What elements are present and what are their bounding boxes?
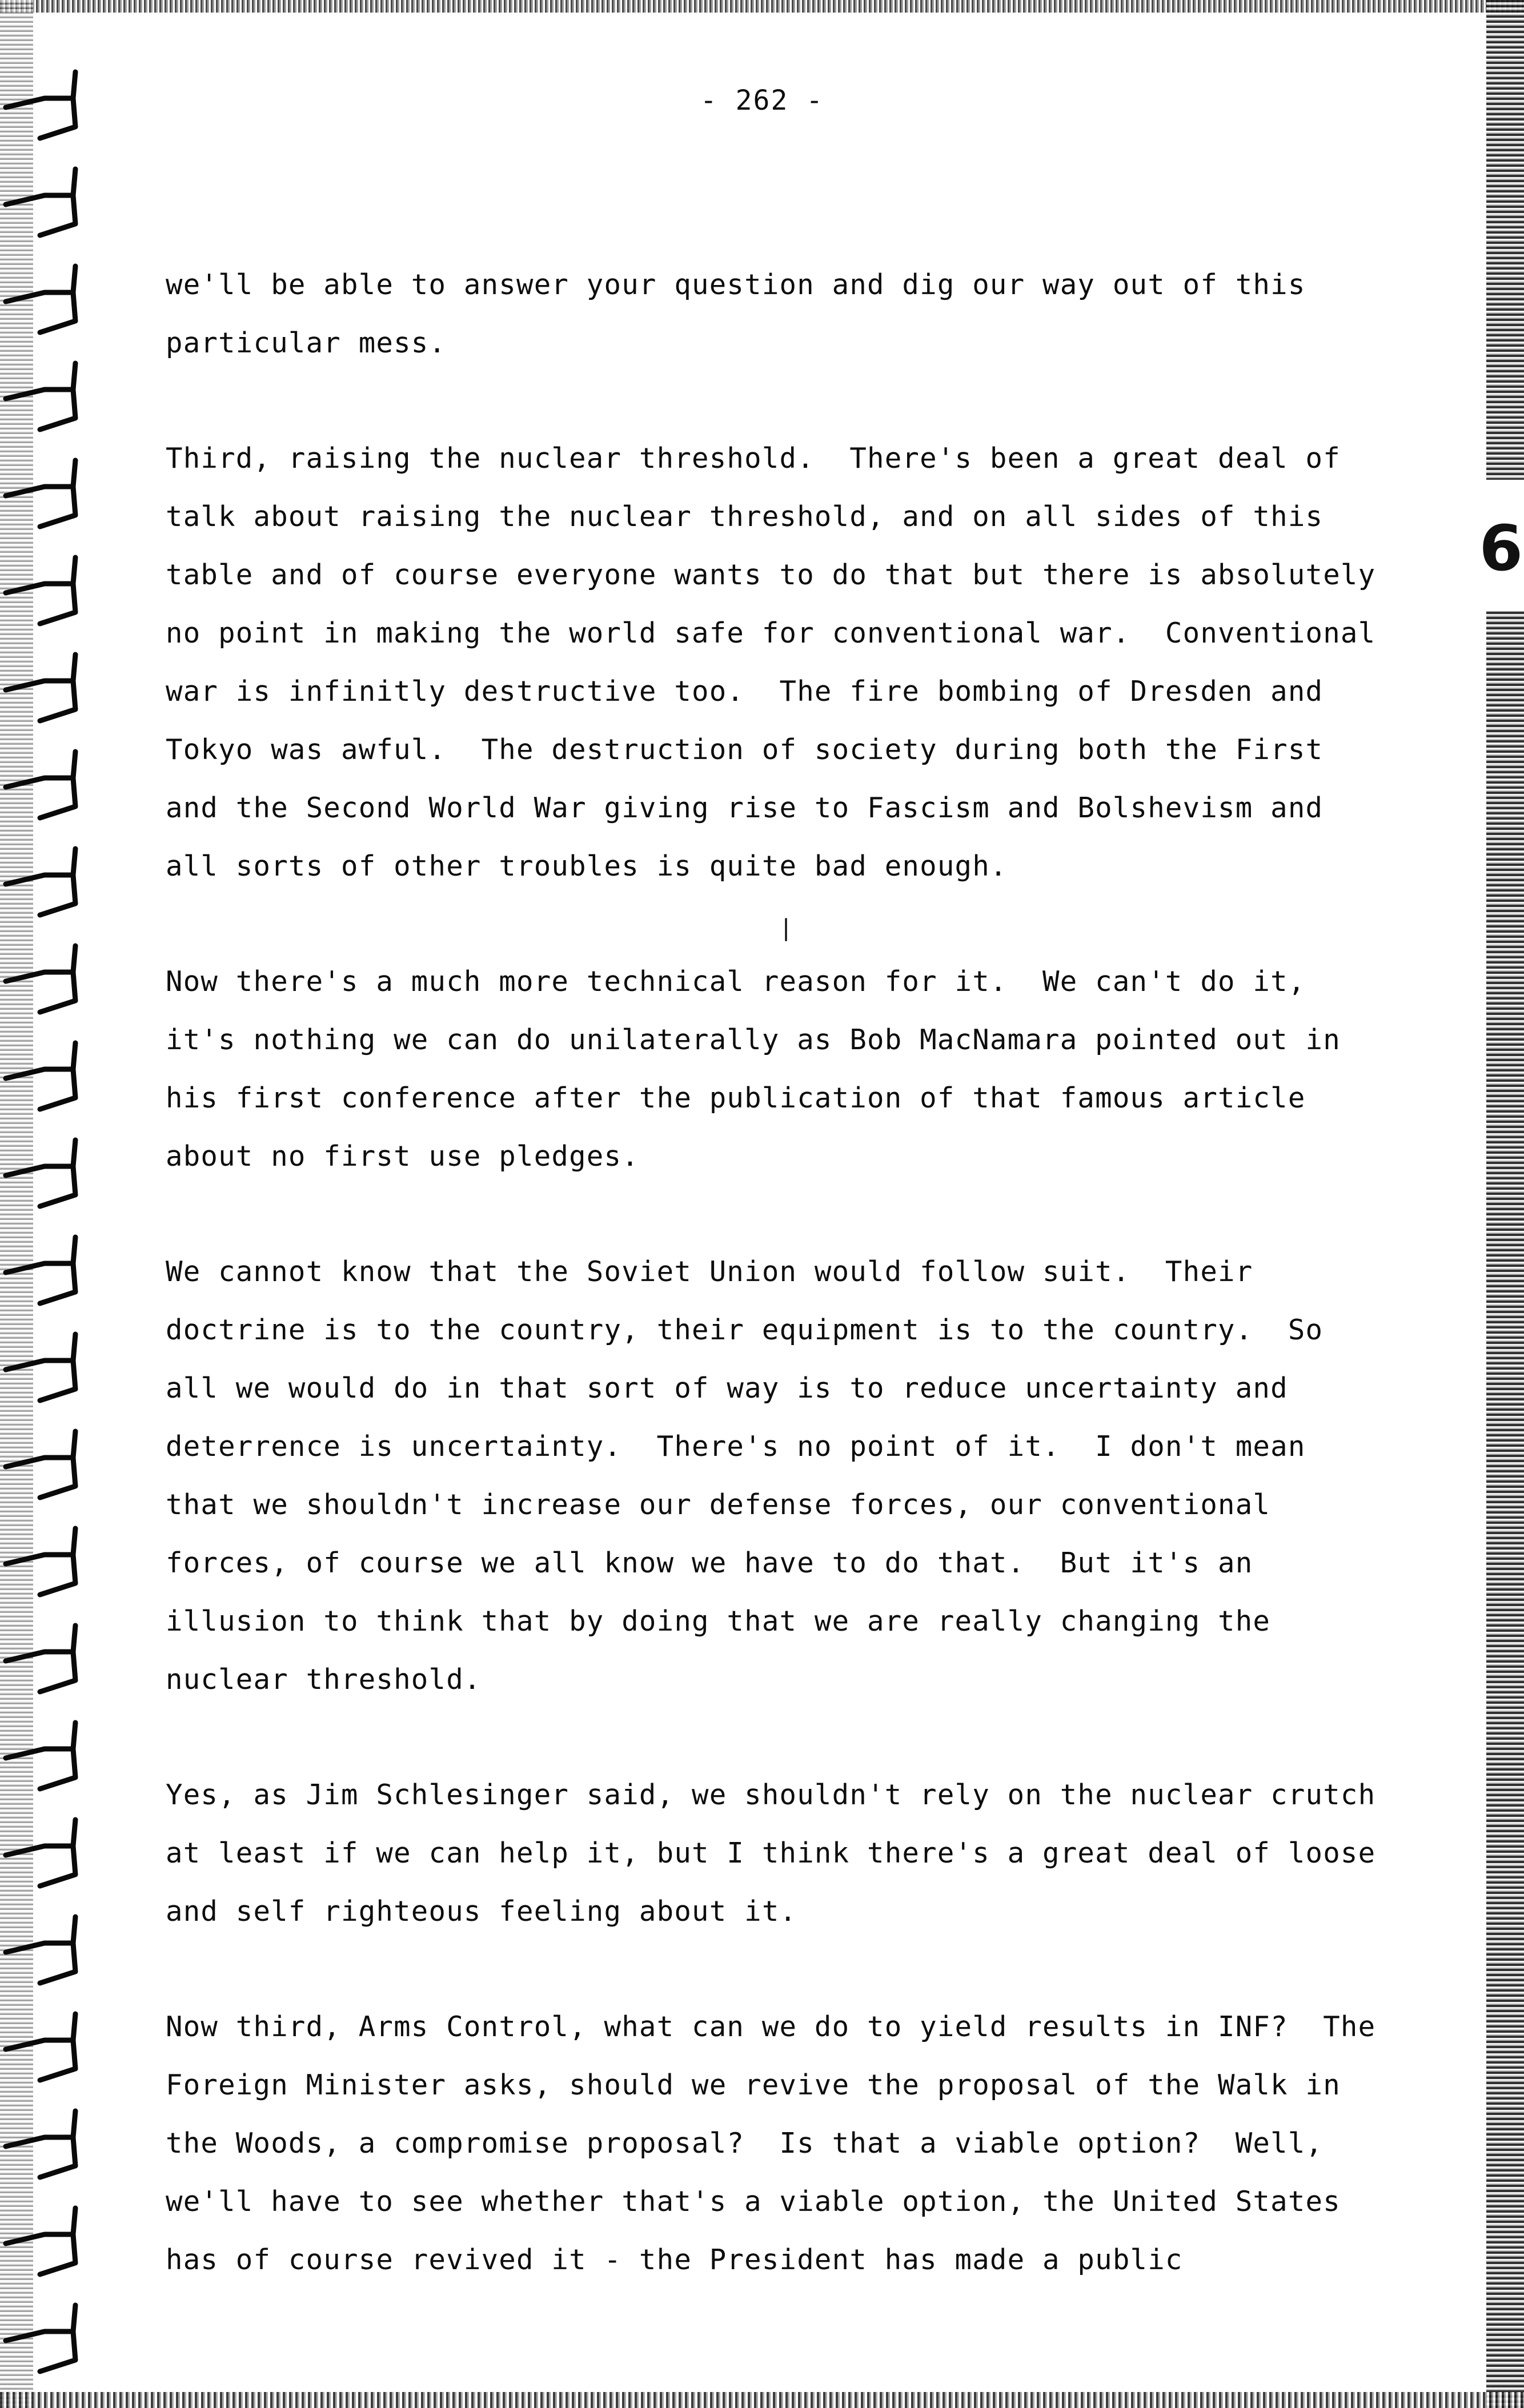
text-line: doctrine is to the country, their equipment is to the country. So <box>166 1314 1324 1346</box>
text-line: has of course revived it - the President has made a public <box>166 2244 1183 2276</box>
paragraph <box>166 953 1399 1186</box>
binding-bracket <box>6 946 75 1012</box>
binding-bracket <box>6 655 75 721</box>
text-line: we'll have to see whether that's a viable option, the United States <box>166 2185 1341 2218</box>
text-line: Tokyo was awful. The destruction of society during both the First <box>166 733 1324 766</box>
text-line: it's nothing we can do unilaterally as Bob MacNamara pointed out in <box>166 1024 1341 1056</box>
text-line: Yes, as Jim Schlesinger said, we shouldn't rely on the nuclear crutch <box>166 1779 1376 1811</box>
binding-bracket <box>6 849 75 915</box>
text-line: his first conference after the publication of that famous article <box>166 1082 1306 1114</box>
text-line: and the Second World War giving rise to Fascism and Bolshevism and <box>166 792 1324 824</box>
binding-brackets <box>0 0 91 2408</box>
paragraph <box>166 430 1399 896</box>
text-line: particular mess. <box>166 327 447 359</box>
paragraph <box>166 256 1399 372</box>
text-line: and self righteous feeling about it. <box>166 1895 797 1928</box>
text-line: war is infinitly destructive too. The fire bombing of Dresden and <box>166 675 1324 708</box>
binding-bracket <box>6 1431 75 1498</box>
binding-bracket <box>6 1528 75 1595</box>
scan-edge-right <box>1486 0 1524 2408</box>
text-line: the Woods, a compromise proposal? Is that a viable option? Well, <box>166 2127 1324 2160</box>
binding-bracket <box>6 1237 75 1303</box>
text-line: we'll be able to answer your question and dig our way out of this <box>166 268 1306 301</box>
text-line: at least if we can help it, but I think there's a great deal of loose <box>166 1837 1376 1869</box>
text-line: illusion to think that by doing that we are really changing the <box>166 1605 1271 1638</box>
text-line: Now there's a much more technical reason for it. We can't do it, <box>166 965 1306 998</box>
binding-bracket <box>6 2305 75 2371</box>
text-line: forces, of course we all know we have to do that. But it's an <box>166 1547 1253 1579</box>
binding-bracket <box>6 752 75 818</box>
text-line: We cannot know that the Soviet Union would follow suit. Their <box>166 1255 1253 1288</box>
binding-bracket <box>6 460 75 527</box>
text-line: table and of course everyone wants to do that but there is absolutely <box>166 559 1376 591</box>
binding-bracket <box>6 1626 75 1692</box>
scan-edge-bottom <box>0 2392 1524 2408</box>
binding-bracket <box>6 1043 75 1109</box>
binding-bracket <box>6 1334 75 1400</box>
binding-bracket <box>6 1140 75 1206</box>
text-line: about no first use pledges. <box>166 1140 639 1173</box>
text-line: nuclear threshold. <box>166 1663 482 1696</box>
text-line: no point in making the world safe for conventional war. Conventional <box>166 617 1376 649</box>
text-line: all sorts of other troubles is quite bad enough. <box>166 850 1008 882</box>
binding-bracket <box>6 2208 75 2274</box>
text-line: Foreign Minister asks, should we revive the proposal of the Walk in <box>166 2069 1341 2101</box>
paragraph <box>166 1998 1399 2289</box>
text-line: deterrence is uncertainty. There's no point of it. I don't mean <box>166 1430 1306 1463</box>
binding-bracket <box>6 363 75 430</box>
binding-bracket <box>6 169 75 235</box>
text-line: talk about raising the nuclear threshold, and on all sides of this <box>166 500 1324 533</box>
binding-bracket <box>6 266 75 332</box>
binding-bracket <box>6 2014 75 2080</box>
binding-bracket <box>6 1917 75 1983</box>
text-line: that we shouldn't increase our defense forces, our conventional <box>166 1488 1271 1521</box>
binding-bracket <box>6 557 75 624</box>
binding-bracket <box>6 2111 75 2177</box>
stray-pen-mark: | <box>779 915 793 941</box>
document-body <box>166 256 1399 2346</box>
text-line: Now third, Arms Control, what can we do to yield results in INF? The <box>166 2010 1376 2043</box>
page-number: - 262 - <box>700 85 824 117</box>
text-line: all we would do in that sort of way is to reduce uncertainty and <box>166 1372 1288 1404</box>
text-line: Third, raising the nuclear threshold. There's been a great deal of <box>166 442 1341 475</box>
paragraph <box>166 1766 1399 1941</box>
side-mark: 6 <box>1479 512 1523 585</box>
binding-bracket <box>6 1820 75 1886</box>
scan-edge-top <box>0 0 1524 13</box>
paragraph <box>166 1243 1399 1709</box>
binding-bracket <box>6 1723 75 1789</box>
